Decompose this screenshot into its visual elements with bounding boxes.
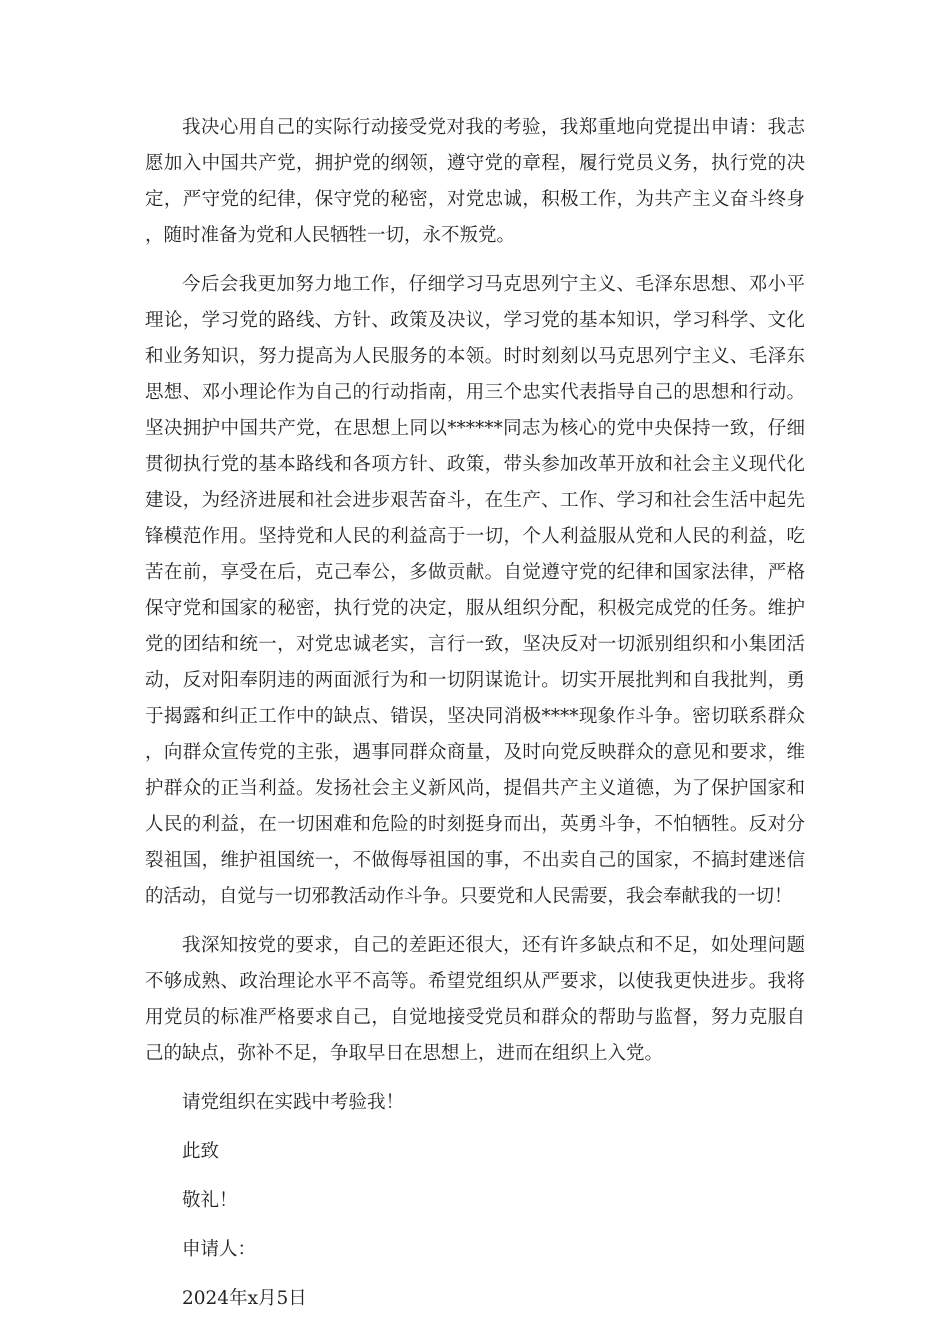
paragraph-pledge: 我决心用自己的实际行动接受党对我的考验，我郑重地向党提出申请：我志愿加入中国共产党，拥护党的纲领，遵守党的章程，履行党员义务，执行党的决定，严守党的纪律，保守党的秘密，对党忠诚，积极工作，为共产主义奋斗终身，随时准备为党和人民牺牲一切，永不叛党。 <box>145 117 805 246</box>
applicant-label: 申请人： <box>182 1239 257 1260</box>
paragraph-self-assessment: 我深知按党的要求，自己的差距还很大，还有许多缺点和不足，如处理问题不够成熟、政治理论水平不高等。希望党组织从严要求，以使我更快进步。我将用党员的标准严格要求自己，自觉地接受党员和群众的帮助与监督，努力克服自己的缺点，弥补不足，争取早日在思想上，进而在组织上入党。 <box>145 935 805 1064</box>
closing-request: 请党组织在实践中考验我！ <box>182 1092 405 1113</box>
paragraph-commitments: 今后会我更加努力地工作，仔细学习马克思列宁主义、毛泽东思想、邓小平理论，学习党的路线、方针、政策及决议，学习党的基本知识，学习科学、文化和业务知识，努力提高为人民服务的本领。时时刻刻以马克思列宁主义、毛泽东思想、邓小理论作为自己的行动指南，用三个忠实代表指导自己的思想和行动。坚决拥护中国共产党，在思想上同以******同志为核心的党中央保持一致，仔细贯彻执行党的基本路线和各项方针、政策，带头参加改革开放和社会主义现代化建设，为经济进展和社会进步艰苦奋斗，在生产、工作、学习和社会生活中起先锋模范作用。坚持党和人民的利益高于一切，个人利益服从党和人民的利益，吃苦在前，享受在后，克己奉公，多做贡献。自觉遵守党的纪律和国家法律，严格保守党和国家的秘密，执行党的决定，服从组织分配，积极完成党的任务。维护党的团结和统一，对党忠诚老实，言行一致，坚决反对一切派别组织和小集团活动，反对阳奉阴违的两面派行为和一切阴谋诡计。切实开展批判和自我批判，勇于揭露和纠正工作中的缺点、错误，坚决同消极****现象作斗争。密切联系群众，向群众宣传党的主张，遇事同群众商量，及时向党反映群众的意见和要求，维护群众的正当利益。发扬社会主义新风尚，提倡共产主义道德，为了保护国家和人民的利益，在一切困难和危险的时刻挺身而出，英勇斗争，不怕牺牲。反对分裂祖国，维护祖国统一，不做侮辱祖国的事，不出卖自己的国家，不搞封建迷信的活动，自觉与一切邪教活动作斗争。只要党和人民需要，我会奉献我的一切！ <box>145 274 805 907</box>
closing-respect: 敬礼！ <box>182 1190 238 1211</box>
application-date: 2024年x月5日 <box>182 1288 307 1309</box>
closing-salutation: 此致 <box>182 1141 220 1162</box>
document-body <box>145 110 805 1330</box>
